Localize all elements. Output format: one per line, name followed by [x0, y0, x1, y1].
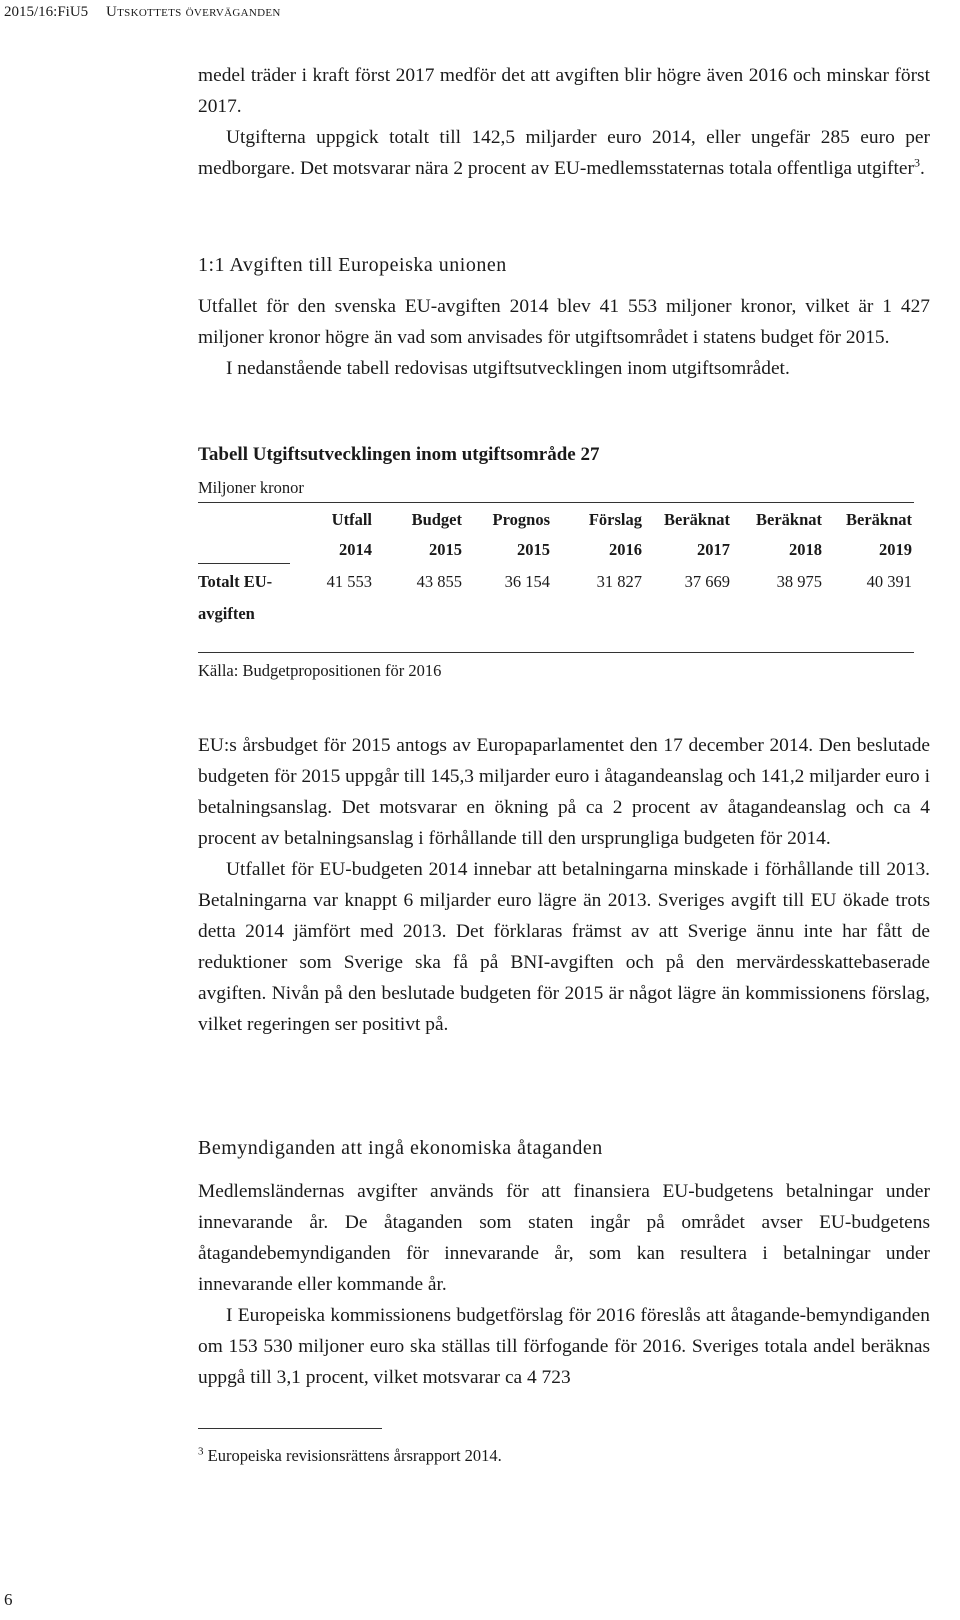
col-header-year: 2017 — [697, 540, 730, 559]
section-heading-avgiften: 1:1 Avgiften till Europeiska unionen — [198, 254, 507, 276]
table-cell: 31 827 — [596, 572, 642, 591]
table-source: Källa: Budgetpropositionen för 2016 — [198, 661, 442, 680]
col-header-year: 2019 — [879, 540, 912, 559]
section2-paragraph-1: Medlemsländernas avgifter används för att finansiera EU-budgetens betalningar under innevarande år. De åtaganden som staten ingår på området avser EU-budgetens åtagandebemyndiganden för innevarande år, som kan resultera i betalningar under innevarande eller kommande år. — [198, 1181, 930, 1295]
col-header-label: Beräknat — [846, 510, 912, 529]
footnote-mark: 3 — [913, 155, 920, 170]
intro-text — [198, 60, 930, 184]
section2-text — [198, 1176, 930, 1393]
body-paragraph-2: Utfallet för EU-budgeten 2014 innebar att betalningarna minskade i förhållande till 2013. Betalningarna var knappt 6 miljarder euro lägre än 2013. Sveriges avgift till EU ökade trots detta 2014 jämfört med 2013. Det förklaras främst av att Sverige ännu inte har fått de reduktioner som Sverige ska få på BNI-avgiften och på den mervärdesskattebaserade avgiften. Nivån på den beslutade budgeten för 2015 är något lägre än kommissionens förslag, vilket regeringen ser positivt på. — [198, 859, 930, 1035]
body-text — [198, 730, 930, 1040]
table-bottom-rule — [198, 652, 914, 653]
footnote-rule — [198, 1428, 382, 1429]
col-header-year: 2015 — [429, 540, 462, 559]
col-header-year: 2018 — [789, 540, 822, 559]
table-cell: 40 391 — [866, 572, 912, 591]
table-unit: Miljoner kronor — [198, 478, 304, 497]
intro-paragraph-1: medel träder i kraft först 2017 medför det att avgiften blir högre även 2016 och minskar först 2017. — [198, 65, 930, 117]
table-header-rule — [198, 563, 290, 564]
col-header-year: 2014 — [339, 540, 372, 559]
section1-paragraph-2: I nedanstående tabell redovisas utgiftsutvecklingen inom utgiftsområdet. — [226, 358, 790, 379]
col-header-label: Prognos — [492, 510, 550, 529]
col-header-year: 2016 — [609, 540, 642, 559]
body-paragraph-1: EU:s årsbudget för 2015 antogs av Europaparlamentet den 17 december 2014. Den beslutade budgeten för 2015 uppgår till 145,3 miljarder euro i åtagandeanslag och 141,2 miljarder euro i betalningsanslag. Det motsvarar en ökning på ca 2 procent av åtagandeanslag och ca 4 procent av betalningsanslag i förhållande till den ursprungliga budgeten för 2014. — [198, 735, 930, 849]
table-cell: 37 669 — [684, 572, 730, 591]
footnote — [198, 1446, 502, 1466]
table-cell: 41 553 — [326, 572, 372, 591]
table-cell: 43 855 — [416, 572, 462, 591]
col-header-year: 2015 — [517, 540, 550, 559]
section2-paragraph-2: I Europeiska kommissionens budgetförslag för 2016 föreslås att åtagande-bemyndiganden om 153 530 miljoner euro ska ställas till förfogande för 2016. Sveriges totala andel beräknas uppgå till 3,1 procent, vilket motsvarar ca 4 723 — [198, 1305, 930, 1388]
page-number: 6 — [4, 1590, 13, 1609]
col-header-label: Budget — [411, 510, 462, 529]
footnote-text: Europeiska revisionsrättens årsrapport 2014. — [207, 1446, 502, 1465]
document-id: 2015/16:FiU5 — [4, 4, 89, 20]
col-header-label: Förslag — [588, 510, 642, 529]
table-top-rule — [198, 502, 914, 503]
intro-paragraph-2: Utgifterna uppgick totalt till 142,5 miljarder euro 2014, eller ungefär 285 euro per medborgare. Det motsvarar nära 2 procent av EU-medlemsstaternas totala offentliga utgifter$^3$. — [198, 127, 930, 179]
col-header-label: Beräknat — [664, 510, 730, 529]
section-header: Utskottets överväganden — [106, 4, 281, 20]
section-heading-bemyndiganden: Bemyndiganden att ingå ekonomiska åtaganden — [198, 1137, 603, 1159]
table-cell: 36 154 — [504, 572, 550, 591]
footnote-number: 3 — [198, 1445, 204, 1458]
section1-paragraph-1: Utfallet för den svenska EU-avgiften 2014 blev 41 553 miljoner kronor, vilket är 1 427 miljoner kronor högre än vad som anvisades för utgiftsområdet i statens budget för 2015. — [198, 296, 930, 348]
section1-text — [198, 291, 930, 384]
col-header-label: Beräknat — [756, 510, 822, 529]
table-row-label: Totalt EU- avgiften — [198, 572, 273, 623]
table-title: Tabell Utgiftsutvecklingen inom utgiftsområde 27 — [198, 444, 600, 465]
col-header-label: Utfall — [331, 510, 372, 529]
table-cell: 38 975 — [776, 572, 822, 591]
